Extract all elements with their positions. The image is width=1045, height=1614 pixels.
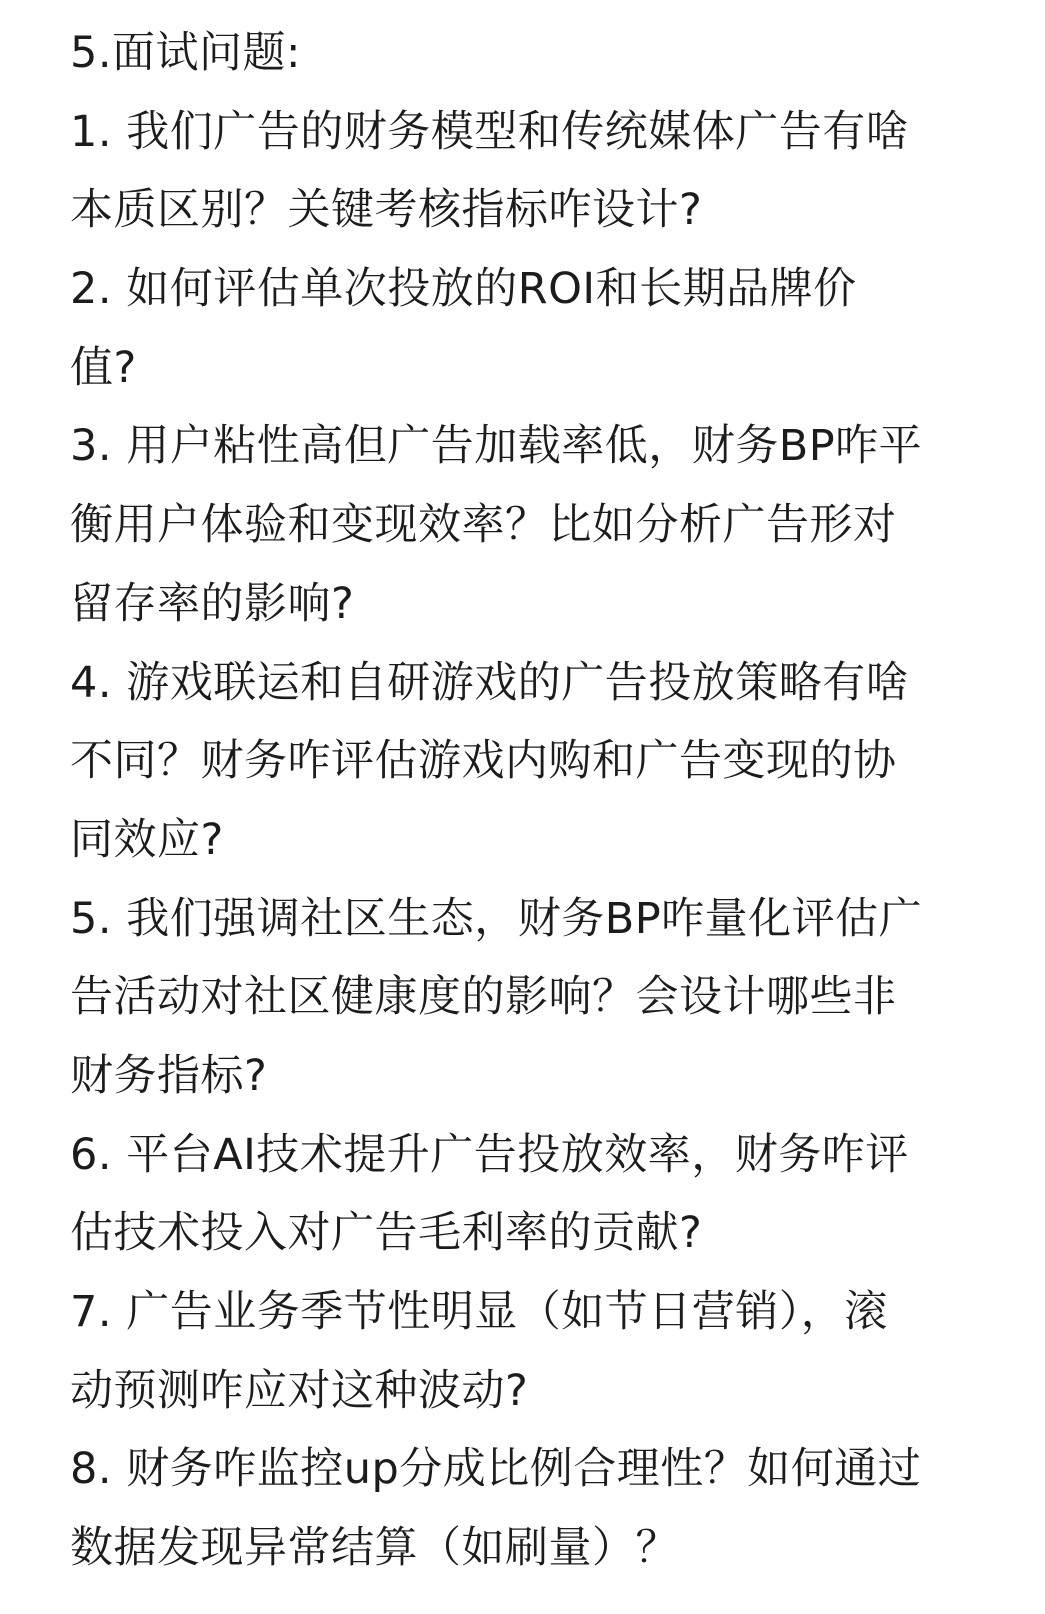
text-line: 动预测咋应对这种波动?: [70, 1365, 529, 1416]
text-line: 8. 财务咋监控up分成比例合理性？如何通过: [70, 1444, 922, 1495]
text-line: 衡用户体验和变现效率？比如分析广告形对: [70, 500, 897, 551]
text-line: 不同？财务咋评估游戏内购和广告变现的协: [70, 736, 897, 787]
text-line: 本质区别？关键考核指标咋设计?: [70, 185, 703, 236]
text-line: 估技术投入对广告毛利率的贡献?: [70, 1208, 703, 1259]
text-line: 同效应?: [70, 814, 224, 865]
text-line: 3. 用户粘性高但广告加载率低，财务BP咋平: [70, 421, 923, 472]
text-line: 留存率的影响?: [70, 578, 355, 629]
text-line: 财务指标?: [70, 1050, 268, 1101]
text-line: 告活动对社区健康度的影响？会设计哪些非: [70, 972, 897, 1023]
document-heading: 5.面试问题:: [70, 28, 302, 78]
text-line: 7. 广告业务季节性明显（如节日营销），滚: [70, 1287, 888, 1337]
text-line: 4. 游戏联运和自研游戏的广告投放策略有啥: [70, 657, 910, 708]
document-body: [70, 14, 970, 1588]
text-line: 值?: [70, 342, 137, 393]
text-line: 2. 如何评估单次投放的ROI和长期品牌价: [70, 264, 857, 315]
text-line: 6. 平台AI技术提升广告投放效率，财务咋评: [70, 1129, 909, 1180]
text-line: 1. 我们广告的财务模型和传统媒体广告有啥: [70, 106, 910, 157]
text-line: 5. 我们强调社区生态，财务BP咋量化评估广: [70, 893, 923, 944]
text-line: 数据发现异常结算（如刷量）？: [70, 1523, 679, 1574]
